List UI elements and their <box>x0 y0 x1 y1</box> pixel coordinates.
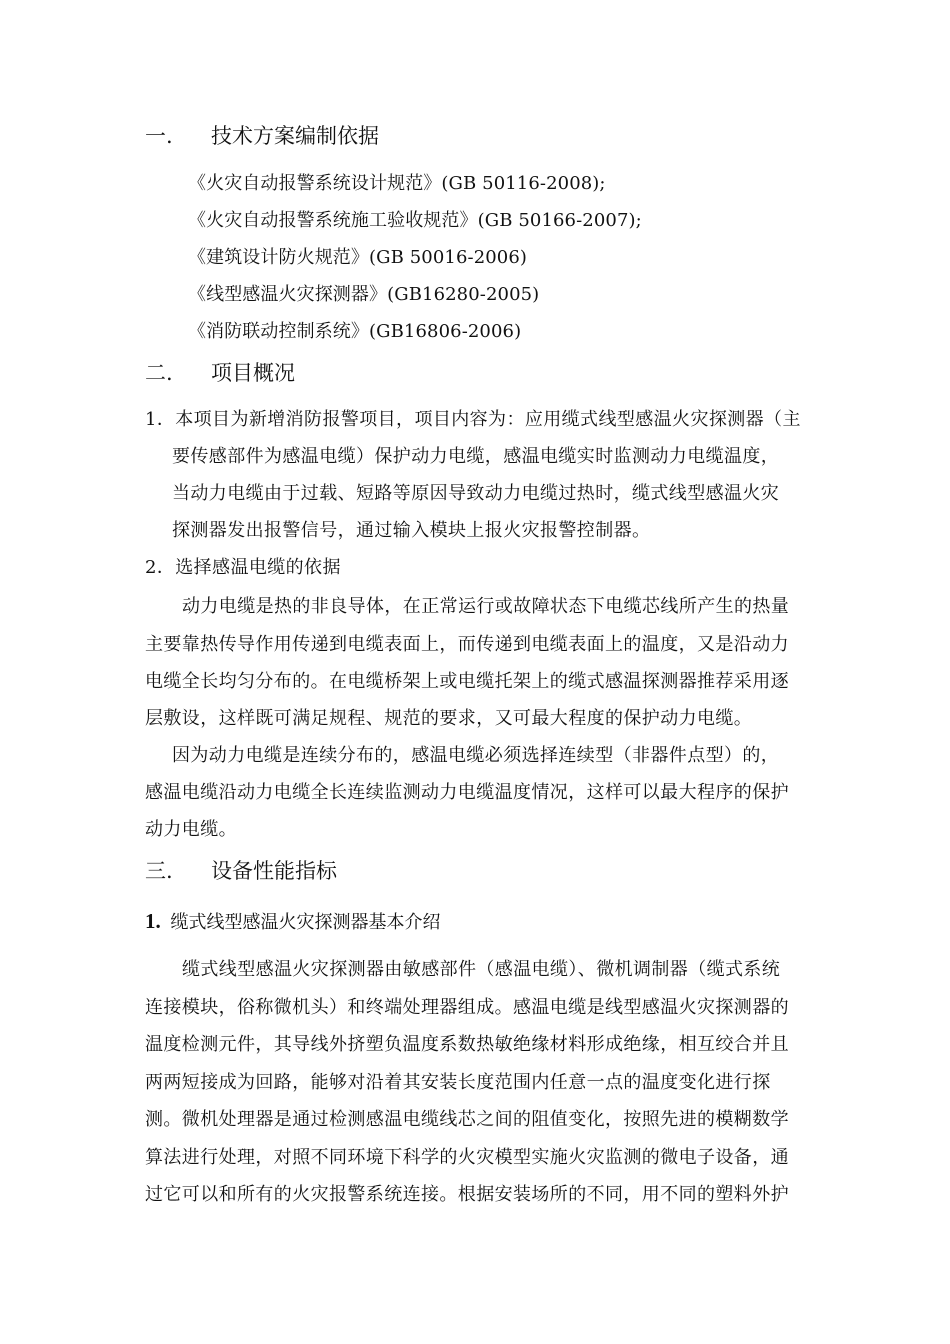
section-number: 二. <box>145 361 173 385</box>
paragraph-line: 动力电缆。 <box>145 819 237 840</box>
reference-item: 《消防联动控制系统》(GB16806-2006) <box>188 321 522 342</box>
section-heading-1 <box>145 122 379 150</box>
paragraph-line: 缆式线型感温火灾探测器由敏感部件（感温电缆）、微机调制器（缆式系统 <box>182 959 781 980</box>
reference-item: 《线型感温火灾探测器》(GB16280-2005) <box>188 284 540 305</box>
paragraph-line: 主要靠热传导作用传递到电缆表面上，而传递到电缆表面上的温度，又是沿动力 <box>145 634 789 655</box>
section-title: 技术方案编制依据 <box>211 124 379 148</box>
paragraph-line: 测。微机处理器是通过检测感温电缆线芯之间的阻值变化，按照先进的模糊数学 <box>145 1109 789 1130</box>
section-number: 一. <box>145 124 173 148</box>
paragraph-line: 层敷设，这样既可满足规程、规范的要求，又可最大程度的保护动力电缆。 <box>145 708 753 729</box>
paragraph-line: 感温电缆沿动力电缆全长连续监测动力电缆温度情况，这样可以最大程序的保护 <box>145 782 789 803</box>
reference-item: 《火灾自动报警系统施工验收规范》(GB 50166-2007); <box>188 210 642 231</box>
paragraph-line: 因为动力电缆是连续分布的，感温电缆必须选择连续型（非器件点型）的， <box>172 745 780 766</box>
paragraph-line: 算法进行处理，对照不同环境下科学的火灾模型实施火灾监测的微电子设备，通 <box>145 1147 789 1168</box>
paragraph-line: 过它可以和所有的火灾报警系统连接。根据安装场所的不同，用不同的塑料外护 <box>145 1184 789 1205</box>
paragraph-line: 当动力电缆由于过载、短路等原因导致动力电缆过热时，缆式线型感温火灾 <box>172 483 780 504</box>
paragraph-line: 两两短接成为回路，能够对沿着其安装长度范围内任意一点的温度变化进行探 <box>145 1072 771 1093</box>
subheading-1 <box>145 909 440 935</box>
reference-item: 《建筑设计防火规范》(GB 50016-2006) <box>188 247 528 268</box>
reference-item: 《火灾自动报警系统设计规范》(GB 50116-2008); <box>188 173 606 194</box>
section-title: 项目概况 <box>211 361 295 385</box>
subheading: 2．选择感温电缆的依据 <box>145 557 341 578</box>
paragraph-line: 探测器发出报警信号，通过输入模块上报火灾报警控制器。 <box>172 520 651 541</box>
paragraph-line: 动力电缆是热的非良导体，在正常运行或故障状态下电缆芯线所产生的热量 <box>182 596 790 617</box>
section-title: 设备性能指标 <box>211 859 337 883</box>
section-heading-2 <box>145 359 295 387</box>
subheading-number: 1. <box>145 909 161 933</box>
section-number: 三. <box>145 859 173 883</box>
section-heading-3 <box>145 857 337 885</box>
paragraph-line: 连接模块，俗称微机头）和终端处理器组成。感温电缆是线型感温火灾探测器的 <box>145 997 789 1018</box>
paragraph-line: 1．本项目为新增消防报警项目，项目内容为：应用缆式线型感温火灾探测器（主 <box>145 409 801 430</box>
paragraph-line: 电缆全长均匀分布的。在电缆桥架上或电缆托架上的缆式感温探测器推荐采用逐 <box>145 671 789 692</box>
paragraph-line: 要传感部件为感温电缆）保护动力电缆，感温电缆实时监测动力电缆温度， <box>172 446 780 467</box>
paragraph-line: 温度检测元件，其导线外挤塑负温度系数热敏绝缘材料形成绝缘，相互绞合并且 <box>145 1034 789 1055</box>
subheading-title: 缆式线型感温火灾探测器基本介绍 <box>170 912 441 933</box>
